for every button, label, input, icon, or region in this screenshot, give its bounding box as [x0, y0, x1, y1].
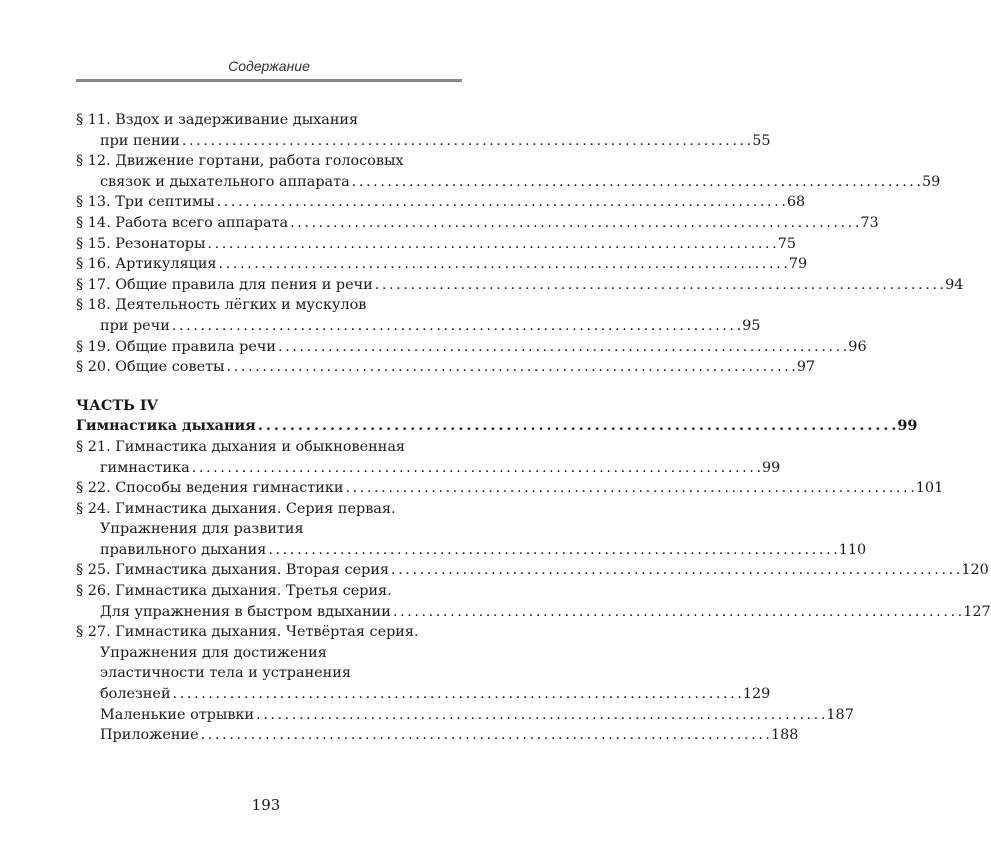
- page-ref: 99: [897, 417, 918, 435]
- page-ref: 129: [742, 686, 771, 703]
- toc-line: [76, 478, 944, 499]
- toc-line: [76, 581, 456, 602]
- toc-line: [76, 437, 456, 458]
- toc-line: [76, 254, 808, 275]
- page-ref: 101: [915, 480, 944, 497]
- toc-line: [76, 622, 456, 643]
- toc-entry[interactable]: [76, 478, 944, 499]
- entry-text: гимнастика: [100, 459, 190, 476]
- page-ref: 79: [788, 256, 808, 273]
- entry-text: Для упражнения в быстром вдыхании: [100, 603, 391, 620]
- toc-entry[interactable]: [76, 275, 964, 296]
- page-ref: 120: [961, 562, 989, 579]
- entry-text: § 15. Резонаторы: [76, 235, 206, 252]
- toc-section-a: [76, 110, 964, 378]
- page-number: 193: [251, 796, 281, 814]
- toc-line: [76, 602, 991, 623]
- toc-section-c: [76, 705, 854, 746]
- toc-entry[interactable]: [76, 705, 854, 726]
- leader-dots: [268, 540, 836, 561]
- entry-text: Упражнения для достижения: [100, 644, 327, 661]
- toc-line: [76, 499, 456, 520]
- toc-entry[interactable]: [76, 581, 991, 622]
- toc-entry[interactable]: [76, 151, 941, 192]
- leader-dots: [217, 192, 785, 213]
- page-ref: 55: [752, 132, 771, 149]
- toc-line: [76, 192, 806, 213]
- page-ref: 59: [922, 173, 941, 190]
- entry-text: при пении: [100, 132, 180, 149]
- page-ref: 95: [742, 317, 761, 334]
- toc-entry[interactable]: [76, 213, 879, 234]
- leader-dots: [345, 478, 913, 499]
- toc-entry[interactable]: [76, 725, 799, 746]
- entry-text: § 12. Движение гортани, работа голосовых: [76, 153, 404, 170]
- entry-text: § 26. Гимнастика дыхания. Третья серия.: [76, 583, 392, 600]
- toc-entry[interactable]: [76, 560, 989, 581]
- toc-section-b: [76, 437, 991, 705]
- toc-line: [76, 337, 867, 358]
- toc-entry[interactable]: [76, 622, 771, 704]
- entry-text: § 14. Работа всего аппарата: [76, 214, 289, 231]
- page-ref: 97: [796, 359, 816, 376]
- entry-text: Упражнения для развития: [100, 521, 304, 538]
- page-ref: 187: [826, 706, 854, 723]
- entry-text: связок и дыхательного аппарата: [100, 173, 350, 190]
- page-ref: 188: [770, 727, 799, 744]
- toc-line: [76, 131, 771, 152]
- page-ref: 75: [777, 235, 797, 252]
- leader-dots: [391, 560, 959, 581]
- toc-line: [76, 295, 456, 316]
- toc-line: [76, 213, 879, 234]
- leader-dots: [352, 172, 920, 193]
- leader-dots: [207, 234, 775, 255]
- toc-line: [76, 684, 771, 705]
- part-heading: [76, 396, 456, 417]
- toc-entry[interactable]: [76, 357, 816, 378]
- leader-dots: [258, 416, 896, 437]
- entry-text: эластичности тела и устранения: [100, 665, 351, 682]
- page-ref: 127: [963, 603, 991, 620]
- leader-dots: [278, 337, 846, 358]
- page-ref: 73: [860, 214, 879, 231]
- leader-dots: [393, 602, 961, 623]
- toc-line: [76, 663, 456, 684]
- page-ref: 68: [786, 194, 806, 211]
- toc-line: [76, 110, 456, 131]
- entry-text: § 25. Гимнастика дыхания. Вторая серия: [76, 562, 389, 579]
- toc-line: [76, 316, 761, 337]
- toc-line: [76, 519, 456, 540]
- entry-text: § 24. Гимнастика дыхания. Серия первая.: [76, 500, 396, 517]
- toc-entry[interactable]: [76, 337, 867, 358]
- part-heading-text: ЧАСТЬ IV: [76, 396, 158, 414]
- entry-text: Приложение: [100, 727, 199, 744]
- header-rule: [76, 79, 462, 82]
- leader-dots: [201, 725, 769, 746]
- entry-text: § 18. Деятельность лёгких и мускулов: [76, 297, 367, 314]
- toc-line: [76, 643, 456, 664]
- page-ref: 99: [762, 459, 781, 476]
- toc-entry[interactable]: [76, 499, 867, 561]
- entry-text: Маленькие отрывки: [100, 706, 255, 723]
- entry-text: § 17. Общие правила для пения и речи: [76, 276, 373, 293]
- entry-text: § 19. Общие правила речи: [76, 338, 276, 355]
- toc-entry[interactable]: [76, 234, 797, 255]
- toc-line: [76, 357, 816, 378]
- leader-dots: [173, 684, 741, 705]
- toc-line: [76, 172, 941, 193]
- leader-dots: [192, 458, 760, 479]
- page-ref: 96: [848, 338, 867, 355]
- toc-entry[interactable]: [76, 192, 806, 213]
- toc-line: [76, 560, 989, 581]
- toc-line: [76, 151, 456, 172]
- toc-line: [76, 275, 964, 296]
- part-title-text: Гимнастика дыхания: [76, 417, 256, 435]
- leader-dots: [375, 275, 943, 296]
- entry-text: правильного дыхания: [100, 541, 267, 558]
- toc-entry[interactable]: [76, 295, 761, 336]
- toc-entry[interactable]: [76, 416, 918, 437]
- toc-entry[interactable]: [76, 254, 808, 275]
- leader-dots: [290, 213, 858, 234]
- toc-line: [76, 458, 781, 479]
- leader-dots: [172, 316, 740, 337]
- spacer: [76, 378, 456, 396]
- entry-text: § 20. Общие советы: [76, 359, 225, 376]
- page-ref: 110: [838, 541, 867, 558]
- entry-text: § 16. Артикуляция: [76, 256, 217, 273]
- entry-text: § 22. Способы ведения гимнастики: [76, 480, 344, 497]
- entry-text: при речи: [100, 317, 170, 334]
- entry-text: § 27. Гимнастика дыхания. Четвёртая серия.: [76, 624, 419, 641]
- toc-entry[interactable]: [76, 437, 781, 478]
- entry-text: § 11. Вздох и задерживание дыхания: [76, 112, 359, 128]
- leader-dots: [256, 705, 824, 726]
- toc-line: [76, 234, 797, 255]
- toc-entry[interactable]: [76, 110, 771, 151]
- table-of-contents: [76, 110, 991, 746]
- leader-dots: [219, 254, 787, 275]
- entry-text: § 21. Гимнастика дыхания и обыкновенная: [76, 438, 405, 455]
- entry-text: § 13. Три септимы: [76, 194, 215, 211]
- leader-dots: [182, 131, 750, 152]
- running-header: Содержание: [228, 58, 310, 74]
- toc-line: [76, 540, 867, 561]
- page-ref: 94: [945, 276, 964, 293]
- leader-dots: [227, 357, 795, 378]
- entry-text: болезней: [100, 686, 171, 703]
